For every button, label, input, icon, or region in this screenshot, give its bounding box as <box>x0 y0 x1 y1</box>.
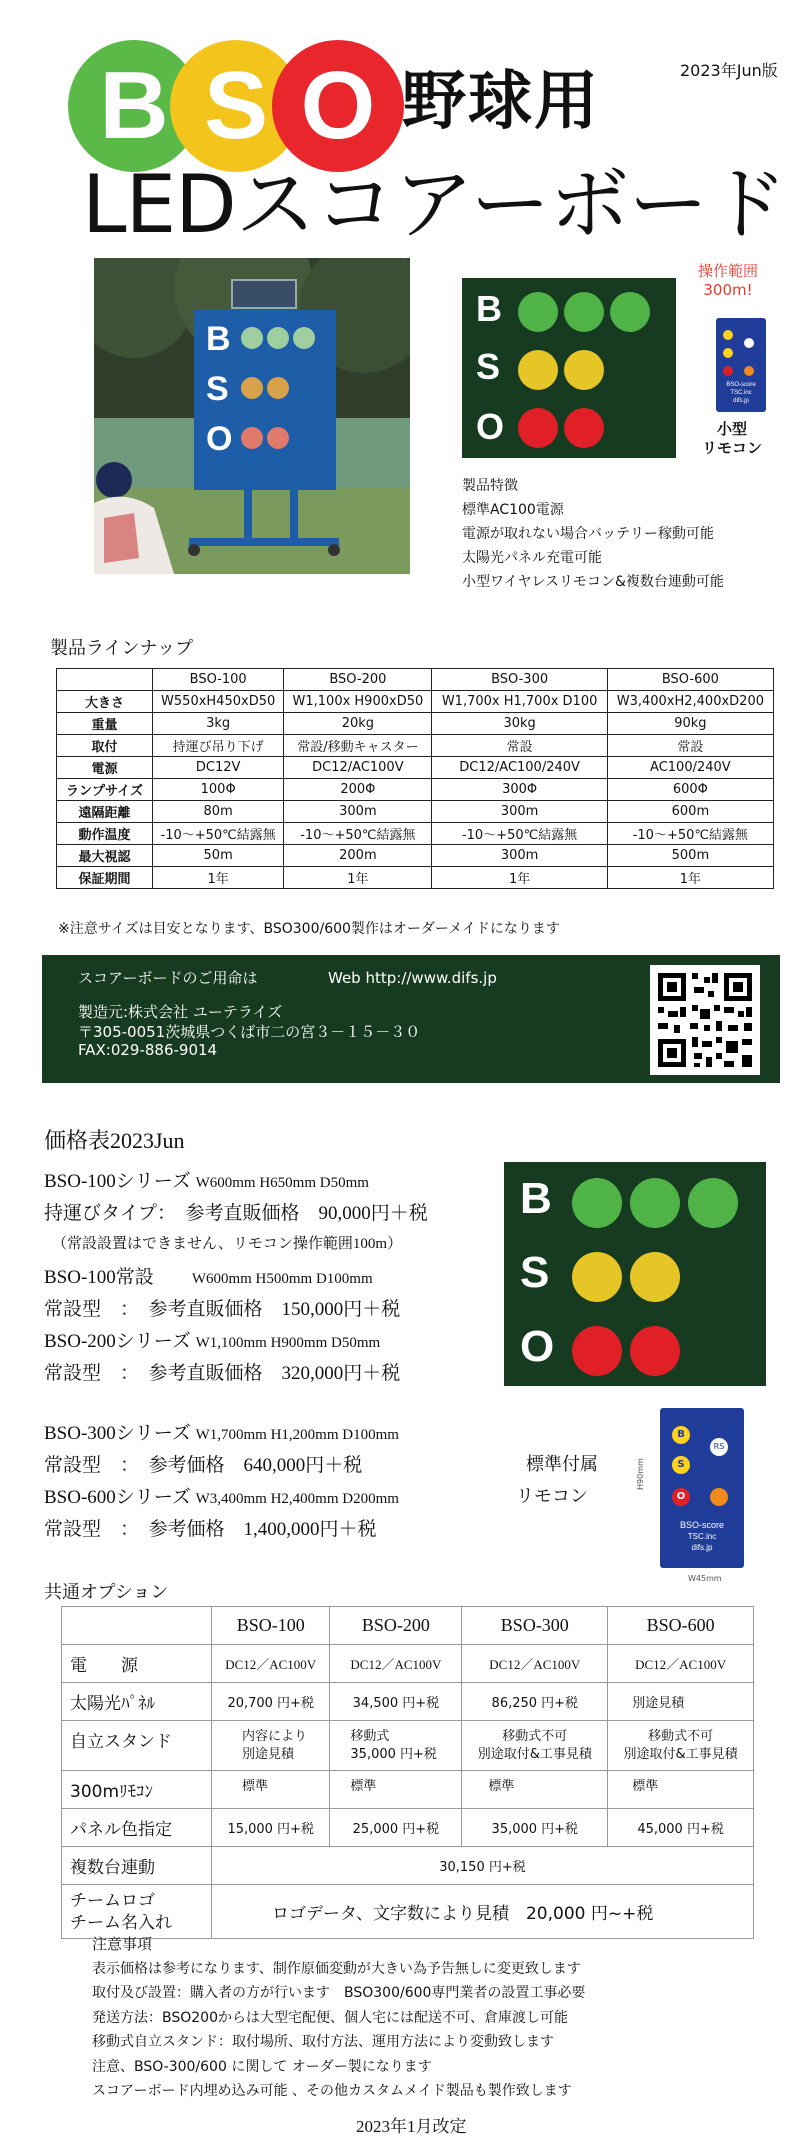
table-row <box>62 1683 754 1721</box>
options-table <box>61 1606 754 1939</box>
table-cell: 移動式 35,000 円+税 <box>330 1721 462 1771</box>
price-line: BSO-600シリーズ W3,400mm H2,400mm D200mm <box>44 1487 399 1508</box>
scoreboard-pricing <box>504 1162 766 1386</box>
notes-heading: 注意事項 <box>92 1935 153 1953</box>
feature-item: 電源が取れない場合バッテリー稼動可能 <box>462 526 714 542</box>
table-row <box>57 757 774 779</box>
table-cell: 標準 <box>212 1771 330 1809</box>
lineup-heading: 製品ラインナップ <box>50 638 194 659</box>
price-line: 常設型 ： 参考価格 1,400,000円＋税 <box>44 1519 377 1540</box>
remote-button-rs-icon <box>744 338 754 348</box>
row-label: 重量 <box>57 713 153 735</box>
out-lamp <box>518 408 558 448</box>
row-label: パネル色指定 <box>62 1809 212 1847</box>
note-item: スコアーボード内埋め込み可能 、その他カスタムメイド製品も製作致します <box>92 2083 572 2099</box>
svg-text:B: B <box>206 320 231 358</box>
price-line: 常設型 ： 参考直販価格 150,000円＋税 <box>44 1299 401 1320</box>
table-cell: 標準 <box>462 1771 608 1809</box>
features <box>462 474 724 594</box>
row-label: 動作温度 <box>57 823 153 845</box>
row-label: 300mﾘﾓｺﾝ <box>62 1771 212 1809</box>
table-row <box>62 1885 754 1939</box>
table-cell: 200m <box>284 845 432 867</box>
table-header-row <box>62 1607 754 1645</box>
feature-item: 小型ワイヤレスリモコン&複数台連動可能 <box>462 574 724 590</box>
feature-item: 太陽光パネル充電可能 <box>462 550 602 566</box>
lineup-note: ※注意サイズは目安となります、BSO300/600製作はオーダーメイドになります <box>58 921 560 937</box>
row-label: 電 源 <box>62 1645 212 1683</box>
lineup-table <box>56 668 774 889</box>
table-cell: W3,400xH2,400xD200 <box>607 691 773 713</box>
table-cell: W1,700x H1,700x D100 <box>432 691 607 713</box>
contact-address: 〒305-0051茨城県つくば市二の宮３－１５－３０ <box>78 1023 421 1041</box>
table-cell: 常設 <box>607 735 773 757</box>
remote-caption: 小型 リモコン <box>702 420 763 457</box>
table-cell: DC12V <box>153 757 284 779</box>
notes <box>92 1932 585 2104</box>
table-header-cell <box>57 669 153 691</box>
table-cell: 500m <box>607 845 773 867</box>
table-cell: 別途見積 <box>608 1683 754 1721</box>
remote-height-label: H90mm <box>636 1458 645 1490</box>
table-header-cell: BSO-200 <box>284 669 432 691</box>
table-cell: 300m <box>432 801 607 823</box>
table-cell: 200Φ <box>284 779 432 801</box>
note-item: 表示価格は参考になります、制作原価変動が大きい為予告無しに変更致します <box>92 1960 581 1977</box>
logo-b-circle: B <box>68 40 200 172</box>
remote-site: difs.jp <box>733 398 749 404</box>
board-letter-o: O <box>476 406 505 447</box>
remote-note-2: リモコン <box>516 1486 588 1506</box>
ball-lamp <box>688 1178 738 1228</box>
remote-button-o-icon <box>723 366 733 376</box>
logo-o-circle: O <box>272 40 404 172</box>
table-cell: DC12／AC100V <box>462 1645 608 1683</box>
table-cell: 内容により 別途見積 <box>212 1721 330 1771</box>
contact-maker: 製造元:株式会社 ユーテライズ <box>78 1003 283 1021</box>
table-cell: 35,000 円+税 <box>462 1809 608 1847</box>
price-line: 常設型 ： 参考直販価格 320,000円＋税 <box>44 1363 401 1384</box>
table-header-cell: BSO-300 <box>462 1607 608 1645</box>
board-letter-o: O <box>520 1322 555 1371</box>
board-letter-b: B <box>476 288 502 329</box>
table-row <box>57 691 774 713</box>
row-label: 遠隔距離 <box>57 801 153 823</box>
table-cell: -10～+50℃結露無 <box>153 823 284 845</box>
board-letter-b: B <box>520 1174 552 1223</box>
svg-text:S: S <box>206 370 229 408</box>
remote-company: TSC.inc <box>687 1532 717 1541</box>
ball-lamp <box>630 1178 680 1228</box>
price-line: BSO-300シリーズ W1,700mm H1,200mm D100mm <box>44 1423 399 1444</box>
table-row <box>62 1771 754 1809</box>
remote-brand: BSO-score <box>679 1520 724 1530</box>
row-label: 自立スタンド <box>62 1721 212 1771</box>
strike-lamp <box>630 1252 680 1302</box>
ball-lamp <box>564 292 604 332</box>
remote-button-b: B <box>672 1426 690 1444</box>
table-cell: 持運び吊り下げ <box>153 735 284 757</box>
note-item: 移動式自立スタンド：取付場所、取付方法、運用方法により変動致します <box>92 2034 554 2050</box>
ball-lamp <box>518 292 558 332</box>
logo-s-circle: S <box>170 40 302 172</box>
table-cell: 300m <box>284 801 432 823</box>
note-item: 発送方法：BSO200からは大型宅配便、個人宅には配送不可、倉庫渡し可能 <box>92 2009 568 2026</box>
table-cell: 100Φ <box>153 779 284 801</box>
remote-small <box>716 318 766 412</box>
remote-company: TSC.inc <box>730 390 752 396</box>
remote-reset-icon <box>710 1488 728 1506</box>
table-cell: 25,000 円+税 <box>330 1809 462 1847</box>
contact-band <box>42 955 780 1083</box>
remote-button-rs: RS <box>710 1438 728 1456</box>
ball-lamp <box>572 1178 622 1228</box>
board-letter-s: S <box>476 346 501 387</box>
price-line: BSO-100常設 W600mm H500mm D100mm <box>44 1267 373 1288</box>
out-lamp <box>572 1326 622 1376</box>
table-cell: 移動式不可 別途取付&工事見積 <box>608 1721 754 1771</box>
row-label: 太陽光ﾊﾟﾈﾙ <box>62 1683 212 1721</box>
table-cell: 15,000 円+税 <box>212 1809 330 1847</box>
row-label: 最大視認 <box>57 845 153 867</box>
table-row <box>57 801 774 823</box>
table-cell: 86,250 円+税 <box>462 1683 608 1721</box>
table-header-row <box>57 669 774 691</box>
remote-site: difs.jp <box>691 1543 713 1552</box>
table-cell: 600Φ <box>607 779 773 801</box>
row-label <box>62 1885 212 1939</box>
table-row <box>57 867 774 889</box>
table-cell: 30kg <box>432 713 607 735</box>
price-line: （常設設置はできません、リモコン操作範囲100m） <box>52 1236 403 1252</box>
note-item: 注意、BSO-300/600 に関して オーダー製になります <box>92 2058 432 2075</box>
logo-row-label-1: チームロゴ <box>70 1890 155 1911</box>
table-cell: 20kg <box>284 713 432 735</box>
table-cell: 1年 <box>607 867 773 889</box>
table-cell: 80m <box>153 801 284 823</box>
board-letter-s: S <box>520 1248 550 1297</box>
table-cell: 20,700 円+税 <box>212 1683 330 1721</box>
qr-code-icon <box>650 965 760 1075</box>
options-heading: 共通オプション <box>44 1582 169 1603</box>
remote-button-s-icon <box>723 348 733 358</box>
pricing-heading: 価格表2023Jun <box>44 1128 185 1153</box>
table-cell: 1年 <box>153 867 284 889</box>
table-cell: DC12／AC100V <box>608 1645 754 1683</box>
table-cell: -10～+50℃結露無 <box>284 823 432 845</box>
table-cell: -10～+50℃結露無 <box>607 823 773 845</box>
features-heading: 製品特徴 <box>462 478 518 494</box>
row-label: 複数台連動 <box>62 1847 212 1885</box>
table-row <box>62 1847 754 1885</box>
logo-row-label-2: チーム名入れ <box>70 1912 172 1933</box>
remote-button-reset-icon <box>744 366 754 376</box>
table-cell: DC12／AC100V <box>330 1645 462 1683</box>
table-row <box>57 823 774 845</box>
table-header-cell <box>62 1607 212 1645</box>
contact-lead: スコアーボードのご用命は <box>78 969 258 987</box>
table-row <box>57 845 774 867</box>
table-header-cell: BSO-600 <box>608 1607 754 1645</box>
remote-brand: BSO-score <box>726 382 756 388</box>
ball-lamp <box>610 292 650 332</box>
table-header-cell: BSO-100 <box>153 669 284 691</box>
table-cell: DC12/AC100/240V <box>432 757 607 779</box>
table-cell: -10～+50℃結露無 <box>432 823 607 845</box>
remote-large <box>660 1408 744 1568</box>
qr-code[interactable] <box>650 965 760 1075</box>
table-cell: DC12／AC100V <box>212 1645 330 1683</box>
table-cell: AC100/240V <box>607 757 773 779</box>
table-cell: 30,150 円+税 <box>212 1847 754 1885</box>
table-cell: 移動式不可 別途取付&工事見積 <box>462 1721 608 1771</box>
table-cell: 1年 <box>284 867 432 889</box>
table-cell: 300Φ <box>432 779 607 801</box>
table-header-cell: BSO-300 <box>432 669 607 691</box>
price-line: 持運びタイプ： 参考直販価格 90,000円＋税 <box>44 1203 428 1224</box>
table-cell: 常設/移動キャスター <box>284 735 432 757</box>
table-cell: W550xH450xD50 <box>153 691 284 713</box>
table-cell: 3kg <box>153 713 284 735</box>
out-lamp <box>564 408 604 448</box>
revision-date: 2023年1月改定 <box>356 2117 467 2136</box>
table-cell: 常設 <box>432 735 607 757</box>
table-cell: 50m <box>153 845 284 867</box>
range-label: 操作範囲 300m! <box>698 262 759 299</box>
strike-lamp <box>572 1252 622 1302</box>
table-cell: 標準 <box>330 1771 462 1809</box>
strike-lamp <box>518 350 558 390</box>
row-label: ランプサイズ <box>57 779 153 801</box>
product-photo <box>94 258 410 574</box>
remote-note-1: 標準付属 <box>526 1454 598 1474</box>
remote-width-label: W45mm <box>688 1574 722 1583</box>
table-row <box>62 1809 754 1847</box>
remote-button-s: S <box>672 1456 690 1474</box>
table-cell: DC12/AC100V <box>284 757 432 779</box>
row-label: 大きさ <box>57 691 153 713</box>
table-cell: 600m <box>607 801 773 823</box>
row-label: 取付 <box>57 735 153 757</box>
remote-button-o: O <box>672 1488 690 1506</box>
contact-fax: FAX:029-886-9014 <box>78 1041 218 1059</box>
table-cell: 標準 <box>608 1771 754 1809</box>
row-label: 保証期間 <box>57 867 153 889</box>
contact-web-link[interactable]: Web http://www.difs.jp <box>328 969 497 987</box>
table-cell: 300m <box>432 845 607 867</box>
photo-illustration <box>94 258 410 574</box>
strike-lamp <box>564 350 604 390</box>
price-line: 常設型 ： 参考価格 640,000円＋税 <box>44 1455 363 1476</box>
page-title: 野球用 <box>402 65 600 139</box>
table-cell: 90kg <box>607 713 773 735</box>
table-cell: 34,500 円+税 <box>330 1683 462 1721</box>
table-cell: 1年 <box>432 867 607 889</box>
remote-button-b-icon <box>723 330 733 340</box>
edition-label: 2023年Jun版 <box>680 61 778 80</box>
table-row <box>57 779 774 801</box>
page-subtitle: LEDスコアーボード <box>82 158 787 251</box>
table-row <box>62 1721 754 1771</box>
row-label: 電源 <box>57 757 153 779</box>
table-cell: 45,000 円+税 <box>608 1809 754 1847</box>
price-line: BSO-100シリーズ W600mm H650mm D50mm <box>44 1171 369 1192</box>
scoreboard-top <box>462 278 676 458</box>
table-header-cell: BSO-600 <box>607 669 773 691</box>
table-header-cell: BSO-200 <box>330 1607 462 1645</box>
price-line: BSO-200シリーズ W1,100mm H900mm D50mm <box>44 1331 381 1352</box>
table-cell: ロゴデータ、文字数により見積 20,000 円~+税 <box>212 1885 754 1939</box>
table-row <box>57 735 774 757</box>
table-row <box>57 713 774 735</box>
svg-text:O: O <box>206 420 233 458</box>
note-item: 取付及び設置：購入者の方が行います BSO300/600専門業者の設置工事必要 <box>92 1985 586 2001</box>
table-row <box>62 1645 754 1683</box>
table-cell: W1,100x H900xD50 <box>284 691 432 713</box>
out-lamp <box>630 1326 680 1376</box>
feature-item: 標準AC100電源 <box>462 502 564 518</box>
table-header-cell: BSO-100 <box>212 1607 330 1645</box>
